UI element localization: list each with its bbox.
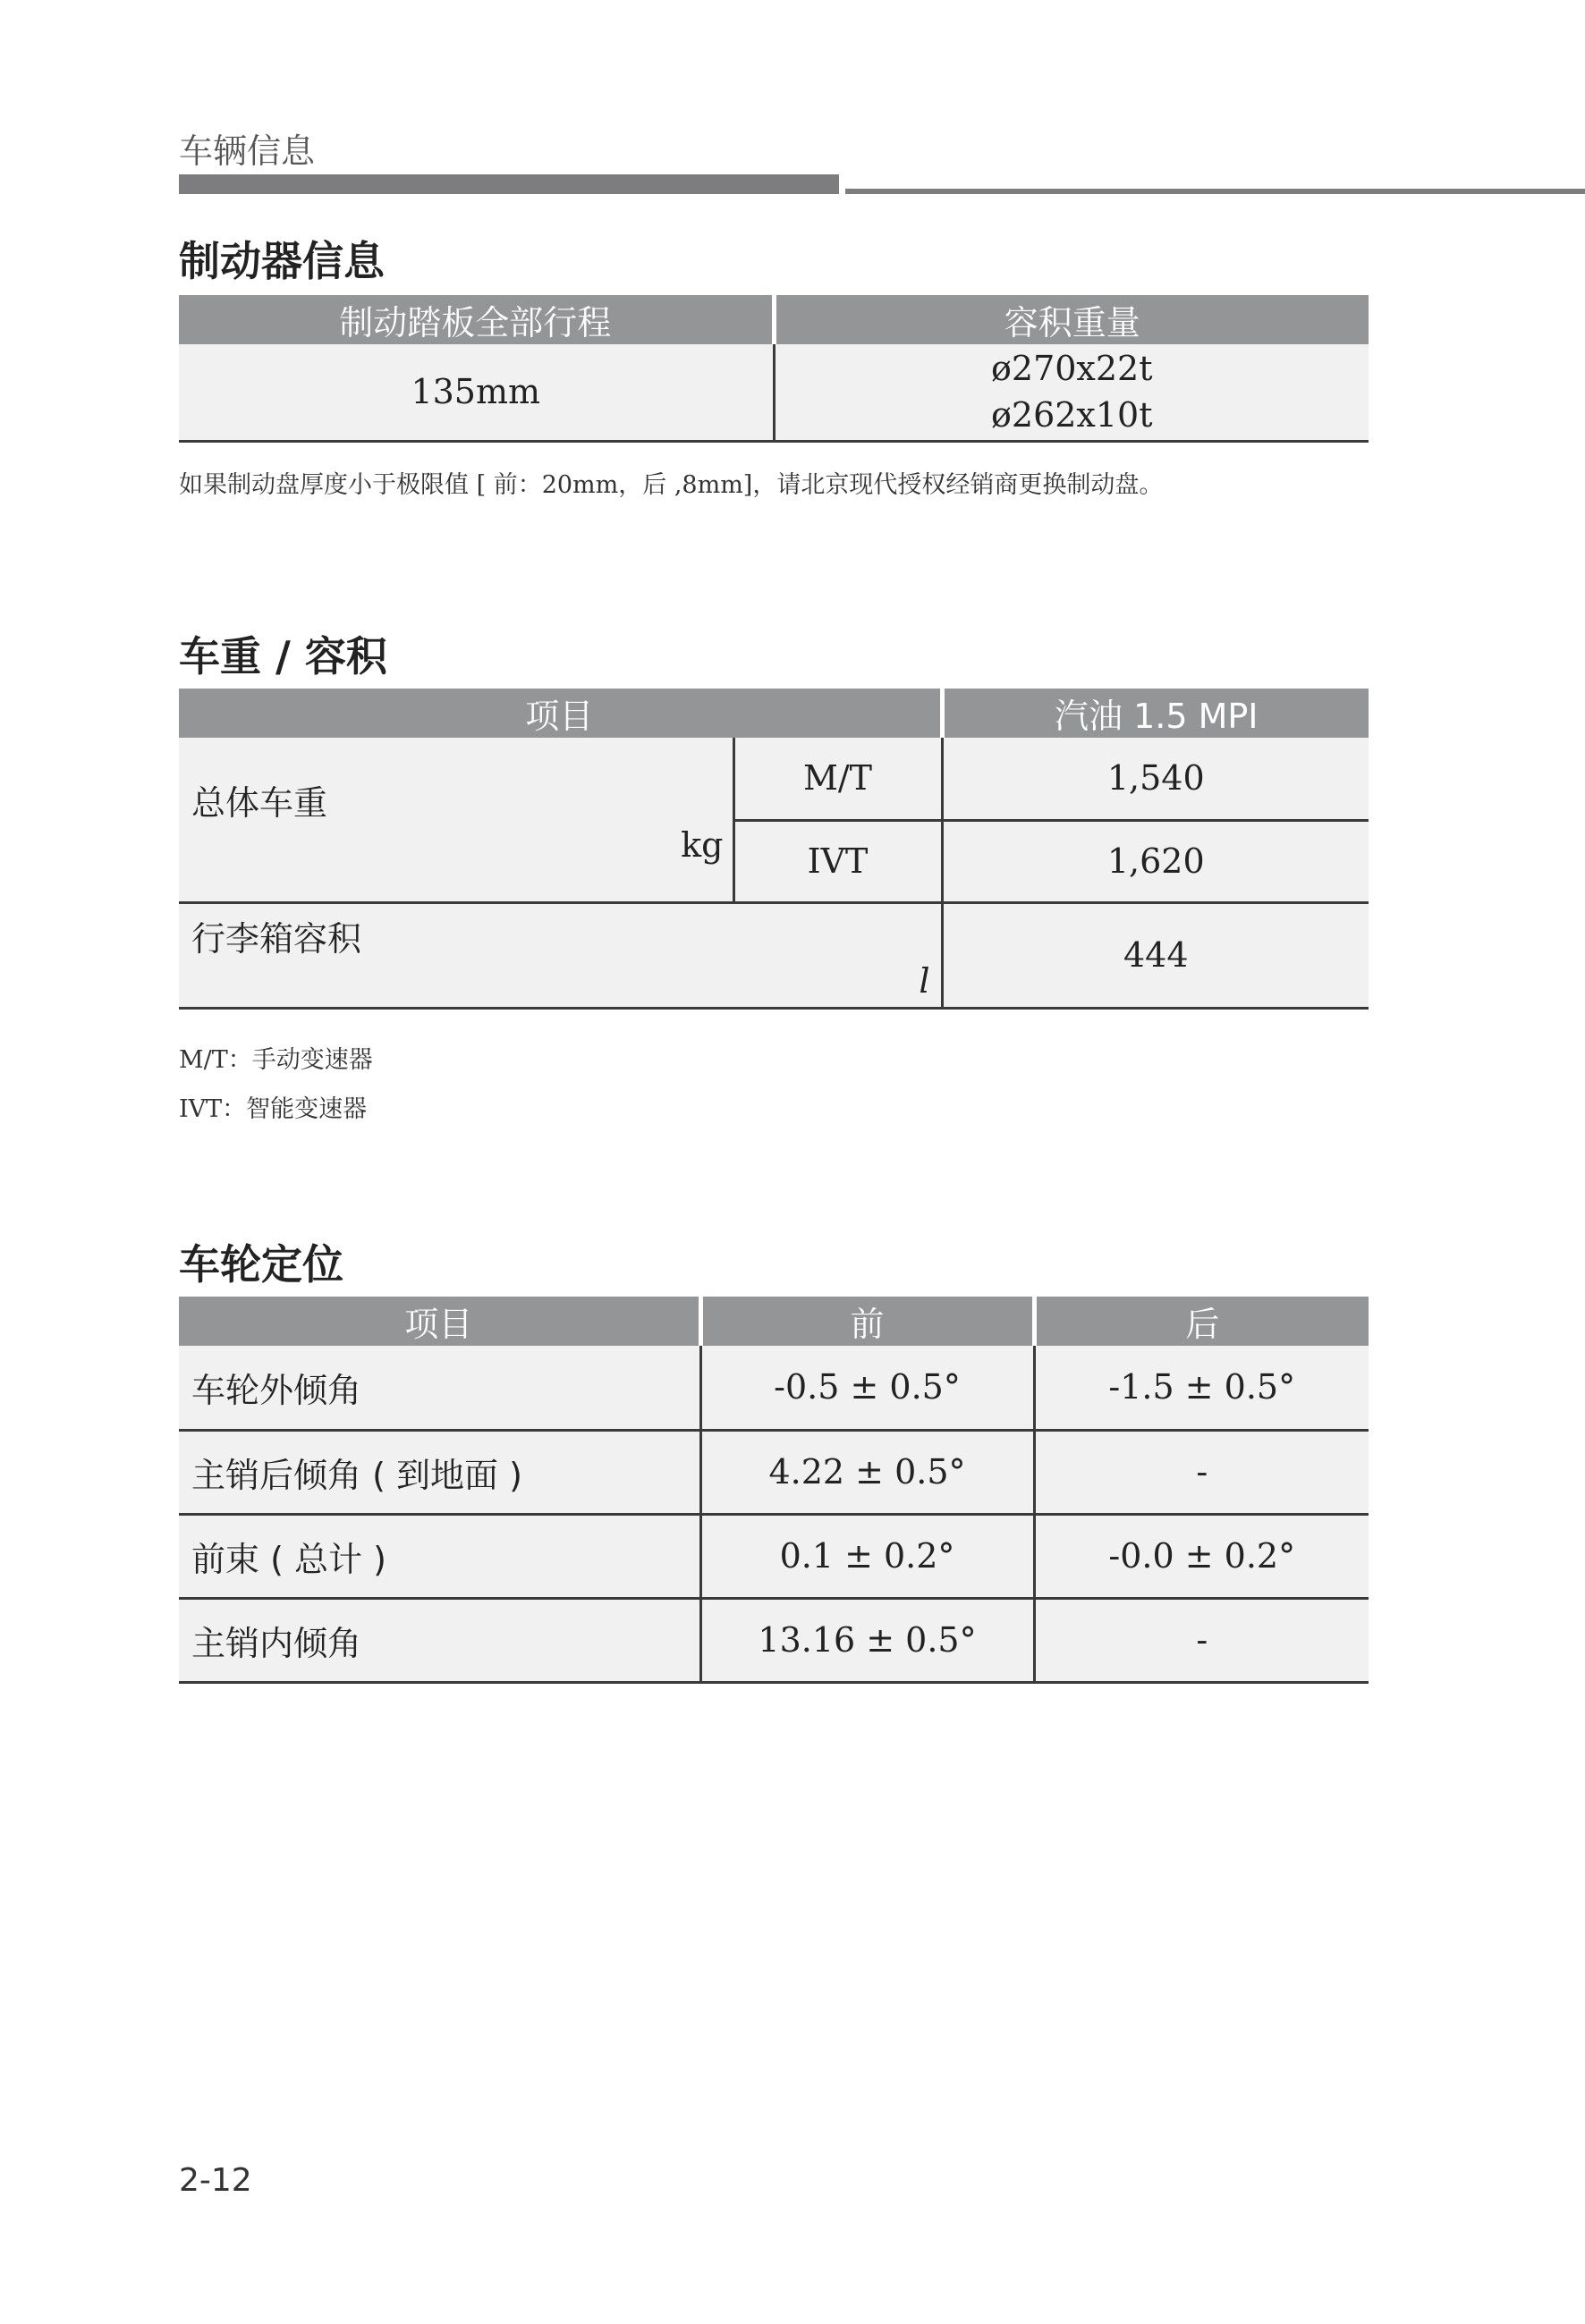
alignment-rear: - [1034, 1430, 1369, 1514]
weight-section-title: 车重 / 容积 [179, 632, 387, 680]
alignment-front: -0.5 ± 0.5° [700, 1346, 1034, 1430]
pedal-travel-value: 135mm [179, 344, 774, 441]
page-number: 2-12 [179, 2162, 252, 2199]
alignment-item: 前束 ( 总计 ) [179, 1514, 700, 1598]
weight-note-ivt: IVT：智能变速器 [179, 1095, 368, 1123]
trans-ivt: IVT [733, 820, 942, 902]
alignment-front: 13.16 ± 0.5° [700, 1598, 1034, 1682]
alignment-table [179, 1297, 1369, 1684]
chapter-title: 车辆信息 [179, 131, 316, 171]
trunk-volume-label: 行李箱容积 [191, 918, 362, 959]
header-bar-dark [179, 174, 839, 194]
alignment-item: 车轮外倾角 [179, 1346, 700, 1430]
trans-mt: M/T [733, 738, 942, 820]
alignment-header-rear: 后 [1034, 1297, 1369, 1346]
alignment-item: 主销后倾角 ( 到地面 ) [179, 1430, 700, 1514]
brake-header-pedal: 制动踏板全部行程 [179, 295, 774, 344]
disc-size-cell [774, 344, 1369, 441]
alignment-rear: - [1034, 1598, 1369, 1682]
weight-header-engine: 汽油 1.5 MPI [942, 689, 1369, 738]
alignment-header-front: 前 [700, 1297, 1034, 1346]
trunk-volume-value: 444 [942, 902, 1369, 1008]
brake-note: 如果制动盘厚度小于极限值 [ 前：20mm，后 ,8mm]，请北京现代授权经销商更换制动盘。 [179, 471, 1164, 499]
table-row [179, 1514, 1369, 1598]
alignment-front: 0.1 ± 0.2° [700, 1514, 1034, 1598]
table-row [179, 1598, 1369, 1682]
brake-section-title: 制动器信息 [179, 237, 385, 285]
alignment-rear: -1.5 ± 0.5° [1034, 1346, 1369, 1430]
weight-ivt-value: 1,620 [942, 820, 1369, 902]
disc-rear-value: ø262x10t [991, 395, 1153, 435]
weight-table [179, 689, 1369, 1010]
alignment-header-item: 项目 [179, 1297, 700, 1346]
header-bar-line [845, 189, 1585, 194]
trunk-volume-cell [179, 902, 942, 1008]
alignment-section-title: 车轮定位 [179, 1240, 343, 1289]
alignment-item: 主销内倾角 [179, 1598, 700, 1682]
table-row [179, 1346, 1369, 1430]
gross-weight-label: 总体车重 [191, 783, 328, 823]
alignment-rear: -0.0 ± 0.2° [1034, 1514, 1369, 1598]
alignment-front: 4.22 ± 0.5° [700, 1430, 1034, 1514]
weight-note-mt: M/T：手动变速器 [179, 1046, 373, 1074]
weight-mt-value: 1,540 [942, 738, 1369, 820]
table-row [179, 1430, 1369, 1514]
disc-front-value: ø270x22t [991, 349, 1153, 389]
brake-table [179, 295, 1369, 443]
weight-header-item: 项目 [179, 689, 942, 738]
brake-header-disc: 容积重量 [774, 295, 1369, 344]
trunk-volume-unit: l [919, 960, 930, 1001]
gross-weight-unit: kg [681, 825, 724, 865]
gross-weight-cell [179, 738, 733, 902]
